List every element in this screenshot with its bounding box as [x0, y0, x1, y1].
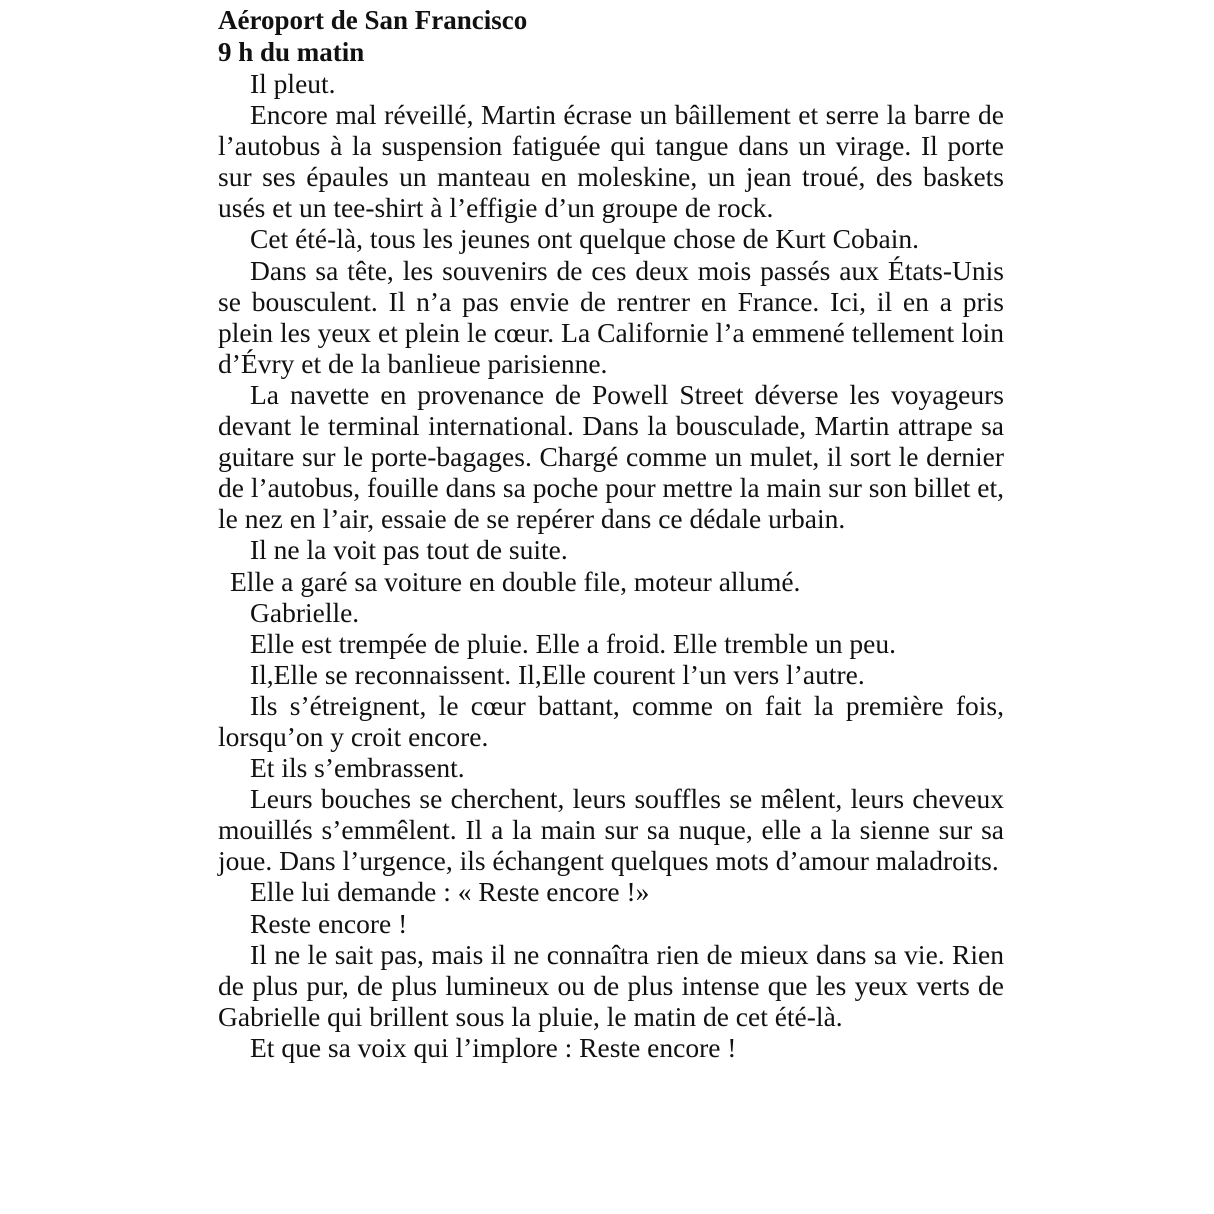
time-heading: 9 h du matin — [218, 37, 365, 67]
paragraph: Elle a garé sa voiture en double file, moteur allumé. — [230, 565, 801, 597]
paragraph: Dans sa tête, les souvenirs de ces deux mois passés aux États-Unis se bousculent. Il n’a pas envie de rentrer en France. Ici, il en a pris plein les yeux et plein le cœur. La Californie l’a emmené tellement loin d’Évry et de la banlieue parisienne. — [218, 254, 1004, 379]
paragraph: Reste encore ! — [250, 907, 408, 939]
paragraph: Il ne la voit pas tout de suite. — [250, 534, 568, 566]
paragraph: Cet été-là, tous les jeunes ont quelque chose de Kurt Cobain. — [250, 223, 919, 255]
paragraph: Encore mal réveillé, Martin écrase un bâillement et serre la barre de l’autobus à la suspension fatiguée qui tangue dans un virage. Il porte sur ses épaules un manteau en moleskine, un jean troué, des baskets usés et un tee-shirt à l’effigie d’un groupe de rock. — [218, 99, 1004, 224]
document-page — [218, 4, 1004, 1063]
paragraph: Elle lui demande : « Reste encore !» — [250, 876, 650, 908]
paragraph: Il pleut. — [250, 68, 336, 99]
paragraph: Il ne le sait pas, mais il ne connaîtra rien de mieux dans sa vie. Rien de plus pur, de plus lumineux ou de plus intense que les yeux verts de Gabrielle qui brillent sous la pluie, le matin de cet été-là. — [218, 938, 1004, 1032]
paragraph: Il,Elle se reconnaissent. Il,Elle courent l’un vers l’autre. — [250, 658, 865, 690]
paragraph: Et que sa voix qui l’implore : Reste encore ! — [250, 1031, 737, 1063]
paragraph: Et ils s’embrassent. — [250, 752, 465, 784]
paragraph: La navette en provenance de Powell Street déverse les voyageurs devant le terminal international. Dans la bousculade, Martin attrape sa guitare sur le porte-bagages. Chargé comme un mulet, il sort le dernier de l’autobus, fouille dans sa poche pour mettre la main sur son billet et, le nez en l’air, essaie de se repérer dans ce dédale urbain. — [218, 378, 1004, 535]
paragraph: Leurs bouches se cherchent, leurs souffles se mêlent, leurs cheveux mouillés s’emmêlent. Il a la main sur sa nuque, elle a la sienne sur sa joue. Dans l’urgence, ils échangent quelques mots d’amour maladroits. — [218, 783, 1004, 877]
paragraph: Elle est trempée de pluie. Elle a froid. Elle tremble un peu. — [250, 627, 897, 659]
location-heading: Aéroport de San Francisco — [218, 5, 528, 35]
paragraph: Gabrielle. — [250, 596, 360, 628]
paragraph: Ils s’étreignent, le cœur battant, comme on fait la première fois, lorsqu’on y croit encore. — [218, 689, 1004, 752]
